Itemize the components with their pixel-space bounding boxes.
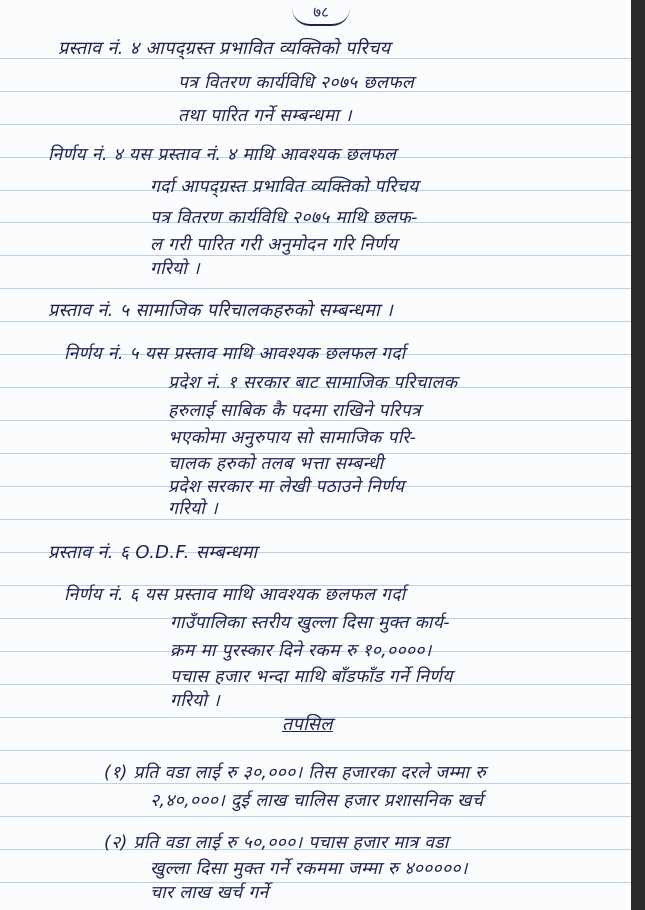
details-item-2: चार लाख खर्च गर्ने [150, 883, 269, 903]
decision-6-text: क्रम मा पुरस्कार दिने रकम रु १०,००००। [170, 641, 432, 661]
page-number: ७८ [292, 2, 350, 26]
details-item-2: खुल्ला दिसा मुक्त गर्ने रकममा जम्मा रु ४०००००। [150, 859, 468, 879]
details-heading: तपसिल [282, 714, 333, 735]
ruled-line [0, 750, 645, 751]
decision-5-text: चालक हरुको तलब भत्ता सम्बन्धी [168, 454, 384, 474]
details-item-2: (२) प्रति वडा लाई रु ५०,०००। पचास हजार मात्र वडा [104, 833, 449, 853]
decision-4-text: ल गरी पारित गरी अनुमोदन गरि निर्णय [150, 235, 398, 255]
proposal-4-heading: तथा पारित गर्ने सम्बन्धमा । [178, 106, 352, 126]
details-item-1: (१) प्रति वडा लाई रु ३०,०००। तिस हजारका दरले जम्मा रु [104, 763, 486, 783]
ruled-line [0, 519, 645, 520]
decision-4-text: पत्र वितरण कार्यविधि २०७५ माथि छलफ- [150, 208, 418, 228]
ruled-line [0, 288, 645, 289]
ruled-line [0, 882, 645, 883]
decision-5-text: हरुलाई साबिक कै पदमा राखिने परिपत्र [168, 401, 421, 421]
page-edge-shadow [631, 0, 645, 910]
proposal-5-heading: प्रस्ताव नं. ५ सामाजिक परिचालकहरुको सम्बन्धमा । [48, 300, 394, 321]
decision-5-text: प्रदेश सरकार मा लेखी पठाउने निर्णय [168, 477, 405, 497]
decision-5-text: प्रदेश नं. १ सरकार बाट सामाजिक परिचालक [168, 373, 458, 393]
decision-4-text: निर्णय नं. ४ यस प्रस्ताव नं. ४ माथि आवश्यक छलफल [48, 145, 397, 165]
decision-6-text: गाउँपालिका स्तरीय खुल्ला दिसा मुक्त कार्य- [170, 613, 450, 633]
details-item-1: २,४०,०००। दुई लाख चालिस हजार प्रशासनिक खर्च [150, 791, 484, 811]
decision-6-text: गरियो । [170, 691, 220, 711]
decision-5-text: निर्णय नं. ५ यस प्रस्ताव माथि आवश्यक छलफल गर्दा [64, 344, 406, 364]
ruled-line [0, 816, 645, 817]
decision-4-text: गरियो । [150, 259, 200, 279]
decision-5-text: गरियो । [168, 499, 218, 519]
proposal-4-heading: पत्र वितरण कार्यविधि २०७५ छलफल [178, 73, 415, 93]
decision-4-text: गर्दा आपद्ग्रस्त प्रभावित व्यक्तिको परिचय [150, 177, 419, 197]
decision-5-text: भएकोमा अनुरुपाय सो सामाजिक परि- [168, 428, 417, 448]
proposal-4-heading: प्रस्ताव नं. ४ आपद्ग्रस्त प्रभावित व्यक्तिको परिचय [58, 38, 391, 59]
decision-6-text: निर्णय नं. ६ यस प्रस्ताव माथि आवश्यक छलफल गर्दा [64, 585, 406, 605]
proposal-6-heading: प्रस्ताव नं. ६ O.D.F. सम्बन्धमा [48, 542, 258, 563]
decision-6-text: पचास हजार भन्दा माथि बाँडफाँड गर्ने निर्णय [170, 667, 453, 687]
